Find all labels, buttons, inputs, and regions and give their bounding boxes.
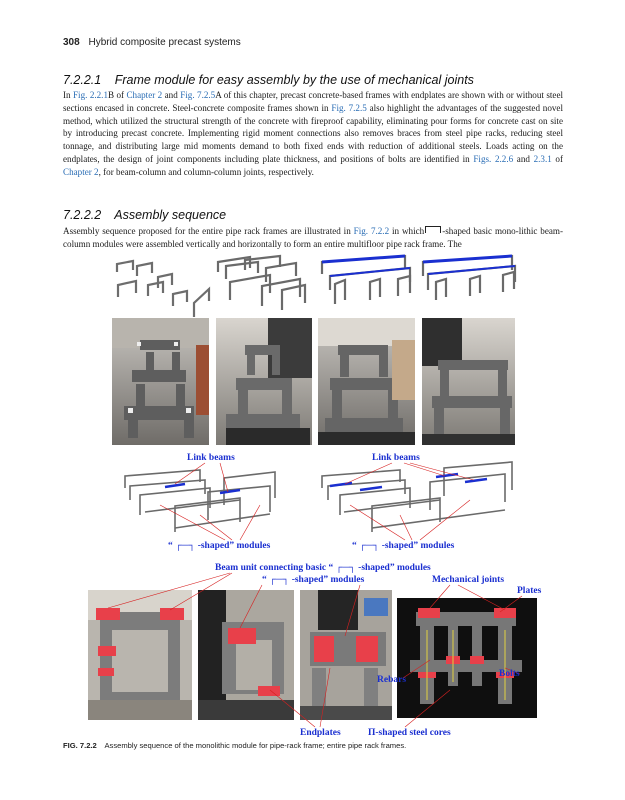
joint-photo-1 xyxy=(88,590,192,720)
frame-render-left xyxy=(125,470,275,532)
shaped-modules-label-bottom: “ ┌─┐ -shaped” modules xyxy=(262,575,365,585)
page-number: 308 xyxy=(63,37,80,48)
text-run: of xyxy=(551,153,563,164)
assembly-photo-2 xyxy=(216,318,312,445)
assembly-photo-3 xyxy=(318,318,415,445)
figure-link[interactable]: Figs. 2.2.6 xyxy=(473,153,514,164)
shaped-modules-label-right: “ ┌─┐ -shaped” modules xyxy=(352,541,455,551)
shaped-modules-label-left: “ ┌─┐ -shaped” modules xyxy=(168,541,271,551)
module-render-4 xyxy=(423,256,515,300)
figure-caption xyxy=(63,741,406,750)
section-title: Frame module for easy assembly by the use of mechanical joints xyxy=(114,73,474,87)
steel-cores-label: Π-shaped steel cores xyxy=(368,728,451,738)
figure-link[interactable]: Fig. 2.2.1 xyxy=(73,90,109,100)
figure-link[interactable]: Fig. 7.2.5 xyxy=(180,90,216,100)
module-render-2 xyxy=(218,256,305,310)
text-run: and xyxy=(513,153,534,164)
mechanical-joints-label: Mechanical joints xyxy=(432,575,505,585)
section-number: 7.2.2.2 xyxy=(63,208,102,222)
text-run: B of xyxy=(108,90,127,100)
text-run: and xyxy=(162,90,181,100)
assembly-photo-4 xyxy=(422,318,515,445)
running-title: Hybrid composite precast systems xyxy=(88,37,241,48)
text-run: A of this chapter, precast concrete-based frames with endplates are shown with or without steel sections encased in concrete. Steel-concrete composite frames shown in xyxy=(63,90,564,113)
text-run: also highlight the advantages of the suggested novel method, which utilized the structural strength of the concrete with fireproof capability, eliminating pour forms for concrete cast on site by introducing precast concrete. Implementing rigid moment connections also removes braces from steel pipe racks, reducing steel tonnage, and distributing large mid moments demand to both fixed ends with reduction of additional steels. Loads acting on the endplates, the design of joint components including plate thickness, and positions of bolts are identified in xyxy=(63,102,563,164)
joint-render-4 xyxy=(397,598,537,718)
text-run: -shaped basic mono-lithic beam-column modules were assembled vertically and horizontally to form an entire multifloor pipe rack frame. The xyxy=(63,226,563,249)
text-run: , for beam-column and column-column joints, respectively. xyxy=(98,166,314,177)
caption-text: Assembly sequence of the monolithic module for pipe-rack frame; entire pipe rack frames. xyxy=(104,741,407,750)
plates-label: Plates xyxy=(517,586,542,596)
text-run: in which xyxy=(389,226,425,236)
section-number: 7.2.2.1 xyxy=(63,73,102,87)
section-title: Assembly sequence xyxy=(114,208,227,222)
joint-photo-2 xyxy=(198,590,294,720)
rebars-label: Rebars xyxy=(377,675,407,685)
shaped-modules-leaders xyxy=(160,500,470,540)
figure-link[interactable]: Fig. 7.2.5 xyxy=(331,102,367,113)
figure-link[interactable]: 2.3.1 xyxy=(533,153,552,164)
module-render-1 xyxy=(117,261,209,317)
frame-render-right xyxy=(322,462,512,532)
chapter-link[interactable]: Chapter 2 xyxy=(63,166,99,177)
text-run: In xyxy=(63,90,73,100)
module-render-3 xyxy=(322,256,410,304)
link-beams-label-left: Link beams xyxy=(187,453,235,463)
bolts-label: Bolts xyxy=(499,669,520,679)
joint-photo-3 xyxy=(300,590,392,720)
link-beams-leaders xyxy=(175,463,474,492)
endplates-label: Endplates xyxy=(300,728,341,738)
assembly-photo-1 xyxy=(112,318,209,445)
figure-link[interactable]: Fig. 7.2.2 xyxy=(353,226,390,236)
text-run: Assembly sequence proposed for the entire pipe rack frames are illustrated in xyxy=(63,226,354,236)
caption-label: FIG. 7.2.2 xyxy=(63,741,97,750)
chapter-link[interactable]: Chapter 2 xyxy=(126,90,163,100)
link-beams-label-right: Link beams xyxy=(372,453,420,463)
beam-unit-label: Beam unit connecting basic “ ┌─┐ -shaped” modules xyxy=(215,563,431,573)
